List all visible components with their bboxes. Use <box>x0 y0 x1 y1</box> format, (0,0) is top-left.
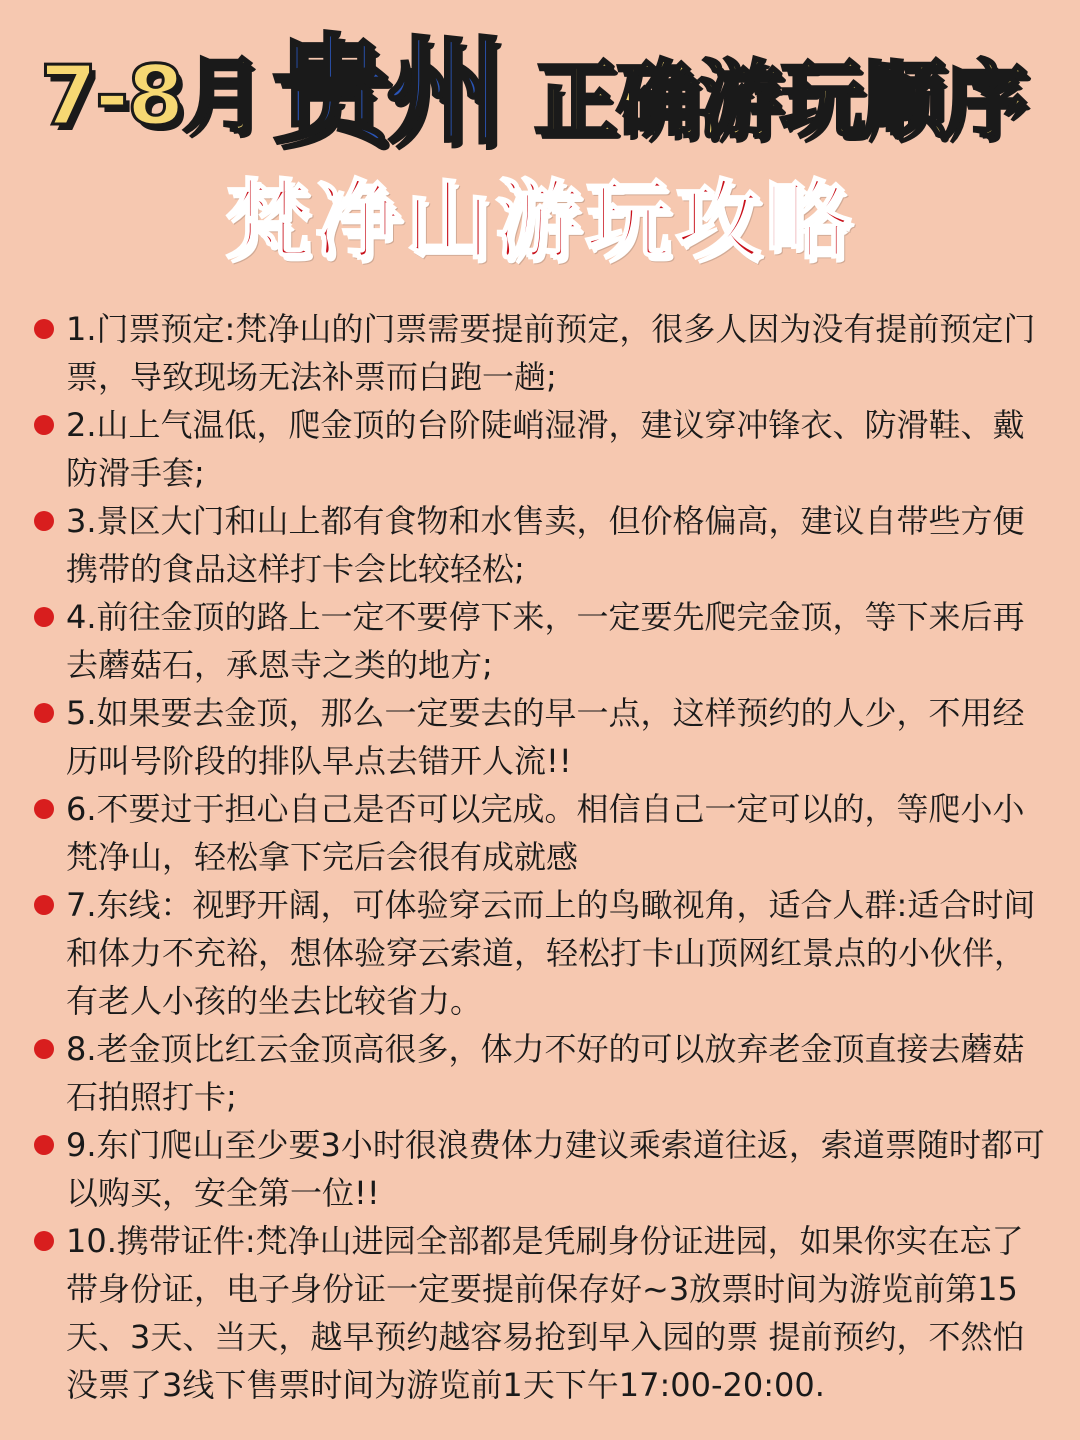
tip-text: 5.如果要去金顶，那么一定要去的早一点，这样预约的人少，不用经历叫号阶段的排队早点去错开人流!! <box>66 694 1025 780</box>
bullet-dot-icon <box>34 799 54 819</box>
list-item <box>32 689 1052 785</box>
title-order: 正确游玩顺序 <box>534 51 1027 149</box>
bullet-dot-icon <box>34 1231 54 1251</box>
bullet-dot-icon <box>34 1039 54 1059</box>
bullet-dot-icon <box>34 1135 54 1155</box>
title-place: 贵州 <box>272 22 501 160</box>
list-item <box>32 1025 1052 1121</box>
page-subtitle: 梵净山游玩攻略 <box>225 171 855 271</box>
list-item <box>32 881 1052 1025</box>
tip-text: 9.东门爬山至少要3小时很浪费体力建议乘索道往返，索道票随时都可以购买，安全第一位!! <box>66 1126 1045 1212</box>
bullet-dot-icon <box>34 319 54 339</box>
tip-text: 4.前往金顶的路上一定不要停下来，一定要先爬完金顶，等下来后再去蘑菇石，承恩寺之类的地方; <box>66 598 1025 684</box>
bullet-dot-icon <box>34 703 54 723</box>
tips-list <box>32 305 1052 1409</box>
list-item <box>32 1121 1052 1217</box>
tip-text: 10.携带证件:梵净山进园全部都是凭刷身份证进园，如果你实在忘了带身份证，电子身份证一定要提前保存好~3放票时间为游览前第15天、3天、当天，越早预约越容易抢到早入园的票 提前预约，不然怕没票了3线下售票时间为游览前1天下午17:00-20:00. <box>66 1222 1025 1404</box>
list-item <box>32 785 1052 881</box>
bullet-dot-icon <box>34 511 54 531</box>
bullet-dot-icon <box>34 415 54 435</box>
tip-text: 8.老金顶比红云金顶高很多，体力不好的可以放弃老金顶直接去蘑菇石拍照打卡; <box>66 1030 1025 1116</box>
title-month: 7-8月 <box>40 49 263 144</box>
title-banner <box>0 18 1080 158</box>
bullet-dot-icon <box>34 607 54 627</box>
bullet-dot-icon <box>34 895 54 915</box>
tip-text: 7.东线：视野开阔，可体验穿云而上的鸟瞰视角，适合人群:适合时间和体力不充裕，想体验穿云索道，轻松打卡山顶网红景点的小伙伴，有老人小孩的坐去比较省力。 <box>66 886 1036 1020</box>
list-item <box>32 401 1052 497</box>
tip-text: 1.门票预定:梵净山的门票需要提前预定，很多人因为没有提前预定门票，导致现场无法补票而白跑一趟; <box>66 310 1036 396</box>
list-item <box>32 497 1052 593</box>
tip-text: 3.景区大门和山上都有食物和水售卖，但价格偏高，建议自带些方便携带的食品这样打卡会比较轻松; <box>66 502 1025 588</box>
list-item <box>32 1217 1052 1409</box>
list-item <box>32 305 1052 401</box>
list-item <box>32 593 1052 689</box>
tip-text: 2.山上气温低，爬金顶的台阶陡峭湿滑，建议穿冲锋衣、防滑鞋、戴防滑手套; <box>66 406 1025 492</box>
tip-text: 6.不要过于担心自己是否可以完成。相信自己一定可以的，等爬小小梵净山，轻松拿下完后会很有成就感 <box>66 790 1025 876</box>
